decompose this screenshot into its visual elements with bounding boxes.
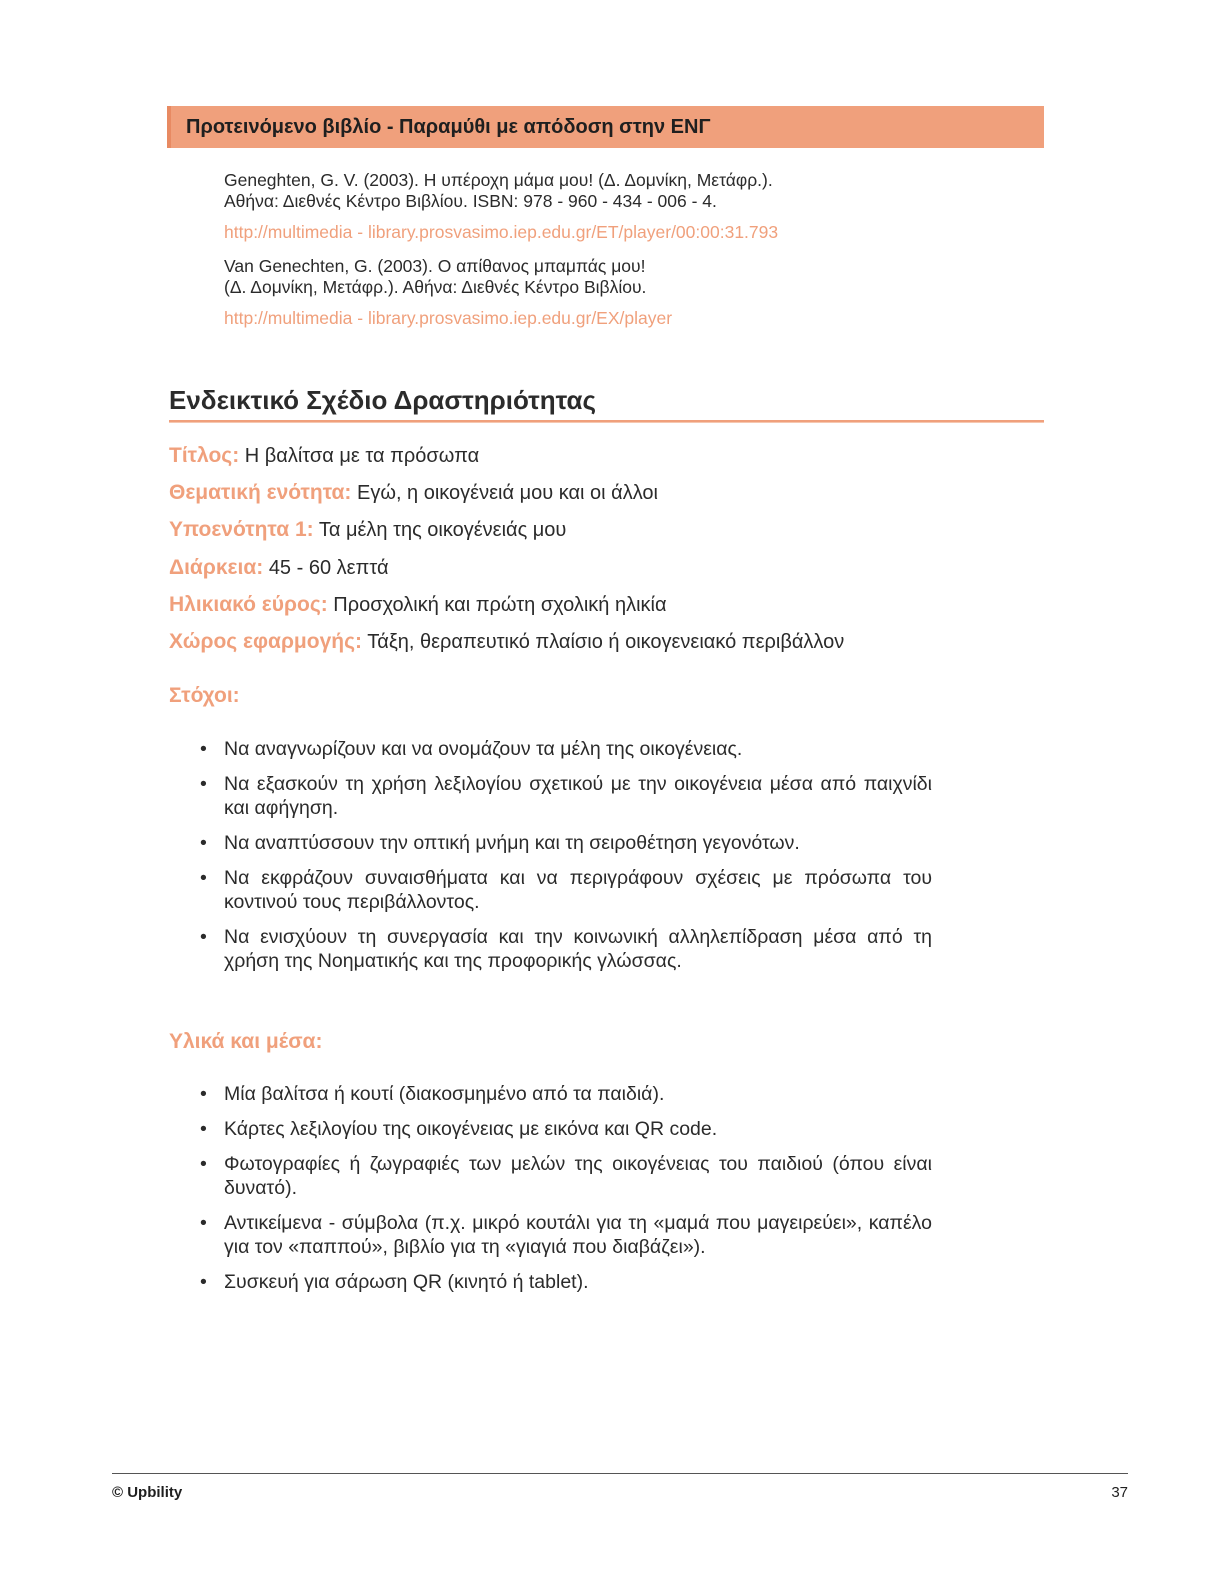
- field-duration-value: 45 - 60 λεπτά: [268, 557, 389, 579]
- heading-divider: [169, 420, 1044, 423]
- list-item: • Αντικείμενα - σύμβολα (π.χ. μικρό κουτάλι για τη «μαμά που μαγειρεύει», καπέλο για τον «παππού», βιβλίο για τη «γιαγιά που διαβάζει»).: [200, 1211, 932, 1259]
- goals-list: [200, 737, 932, 984]
- list-item: • Να αναπτύσσουν την οπτική μνήμη και τη σειροθέτηση γεγονότων.: [200, 831, 932, 855]
- reference-2-line1: Van Genechten, G. (2003). Ο απίθανος μπαμπάς μου!: [224, 256, 646, 276]
- field-theme: [169, 481, 658, 505]
- materials-list: [200, 1082, 932, 1305]
- list-item: • Να αναγνωρίζουν και να ονομάζουν τα μέλη της οικογένειας.: [200, 737, 932, 761]
- materials-heading: Υλικά και μέσα:: [169, 1030, 323, 1053]
- reference-2: [224, 256, 646, 298]
- field-subunit-value: Τα μέλη της οικογένειάς μου: [318, 519, 567, 541]
- field-title: [169, 444, 479, 468]
- footer-divider: [112, 1473, 1128, 1474]
- field-setting: [169, 630, 844, 654]
- page-number: 37: [1111, 1484, 1128, 1501]
- reference-1: [224, 170, 773, 212]
- field-setting-key: Χώρος εφαρμογής:: [169, 630, 363, 653]
- field-setting-value: Τάξη, θεραπευτικό πλαίσιο ή οικογενειακό περιβάλλον: [367, 631, 845, 653]
- list-item: • Να εξασκούν τη χρήση λεξιλογίου σχετικού με την οικογένεια μέσα από παιχνίδι και αφήγηση.: [200, 772, 932, 820]
- list-item: • Κάρτες λεξιλογίου της οικογένειας με εικόνα και QR code.: [200, 1117, 932, 1141]
- reference-1-line1: Geneghten, G. V. (2003). Η υπέροχη μάμα μου! (Δ. Δομνίκη, Μετάφρ.).: [224, 170, 773, 190]
- field-theme-value: Εγώ, η οικογένειά μου και οι άλλοι: [356, 482, 658, 504]
- footer-copyright: © Upbility: [112, 1484, 183, 1501]
- book-banner-title: Προτεινόμενο βιβλίο - Παραμύθι με απόδοση στην ΕΝΓ: [186, 115, 711, 138]
- reference-1-link[interactable]: http://multimedia - library.prosvasimo.iep.edu.gr/ET/player/00:00:31.793: [224, 222, 779, 242]
- reference-2-link[interactable]: http://multimedia - library.prosvasimo.iep.edu.gr/EX/player: [224, 308, 673, 328]
- field-age-range-key: Ηλικιακό εύρος:: [169, 593, 328, 616]
- field-subunit-key: Υποενότητα 1:: [169, 518, 314, 541]
- field-theme-key: Θεματική ενότητα:: [169, 481, 352, 504]
- goals-heading: Στόχοι:: [169, 684, 240, 707]
- field-duration-key: Διάρκεια:: [169, 556, 264, 579]
- list-item: • Να εκφράζουν συναισθήματα και να περιγράφουν σχέσεις με πρόσωπα του κοντινού τους περιβάλλοντος.: [200, 866, 932, 914]
- field-subunit: [169, 518, 566, 542]
- field-age-range-value: Προσχολική και πρώτη σχολική ηλικία: [333, 594, 667, 616]
- book-banner: [167, 106, 1044, 148]
- field-duration: [169, 556, 389, 580]
- reference-1-line2: Αθήνα: Διεθνές Κέντρο Βιβλίου. ISBN: 978 - 960 - 434 - 006 - 4.: [224, 191, 717, 211]
- field-title-key: Τίτλος:: [169, 444, 240, 467]
- list-item: • Συσκευή για σάρωση QR (κινητό ή tablet).: [200, 1270, 932, 1294]
- field-title-value: Η βαλίτσα με τα πρόσωπα: [244, 445, 480, 467]
- field-age-range: [169, 593, 667, 617]
- activity-plan-heading: Ενδεικτικό Σχέδιο Δραστηριότητας: [169, 385, 596, 415]
- list-item: • Να ενισχύουν τη συνεργασία και την κοινωνική αλληλεπίδραση μέσα από τη χρήση της Νοηματικής και της προφορικής γλώσσας.: [200, 925, 932, 973]
- list-item: • Φωτογραφίες ή ζωγραφιές των μελών της οικογένειας του παιδιού (όπου είναι δυνατό).: [200, 1152, 932, 1200]
- list-item: • Μία βαλίτσα ή κουτί (διακοσμημένο από τα παιδιά).: [200, 1082, 932, 1106]
- reference-2-line2: (Δ. Δομνίκη, Μετάφρ.). Αθήνα: Διεθνές Κέντρο Βιβλίου.: [224, 277, 647, 297]
